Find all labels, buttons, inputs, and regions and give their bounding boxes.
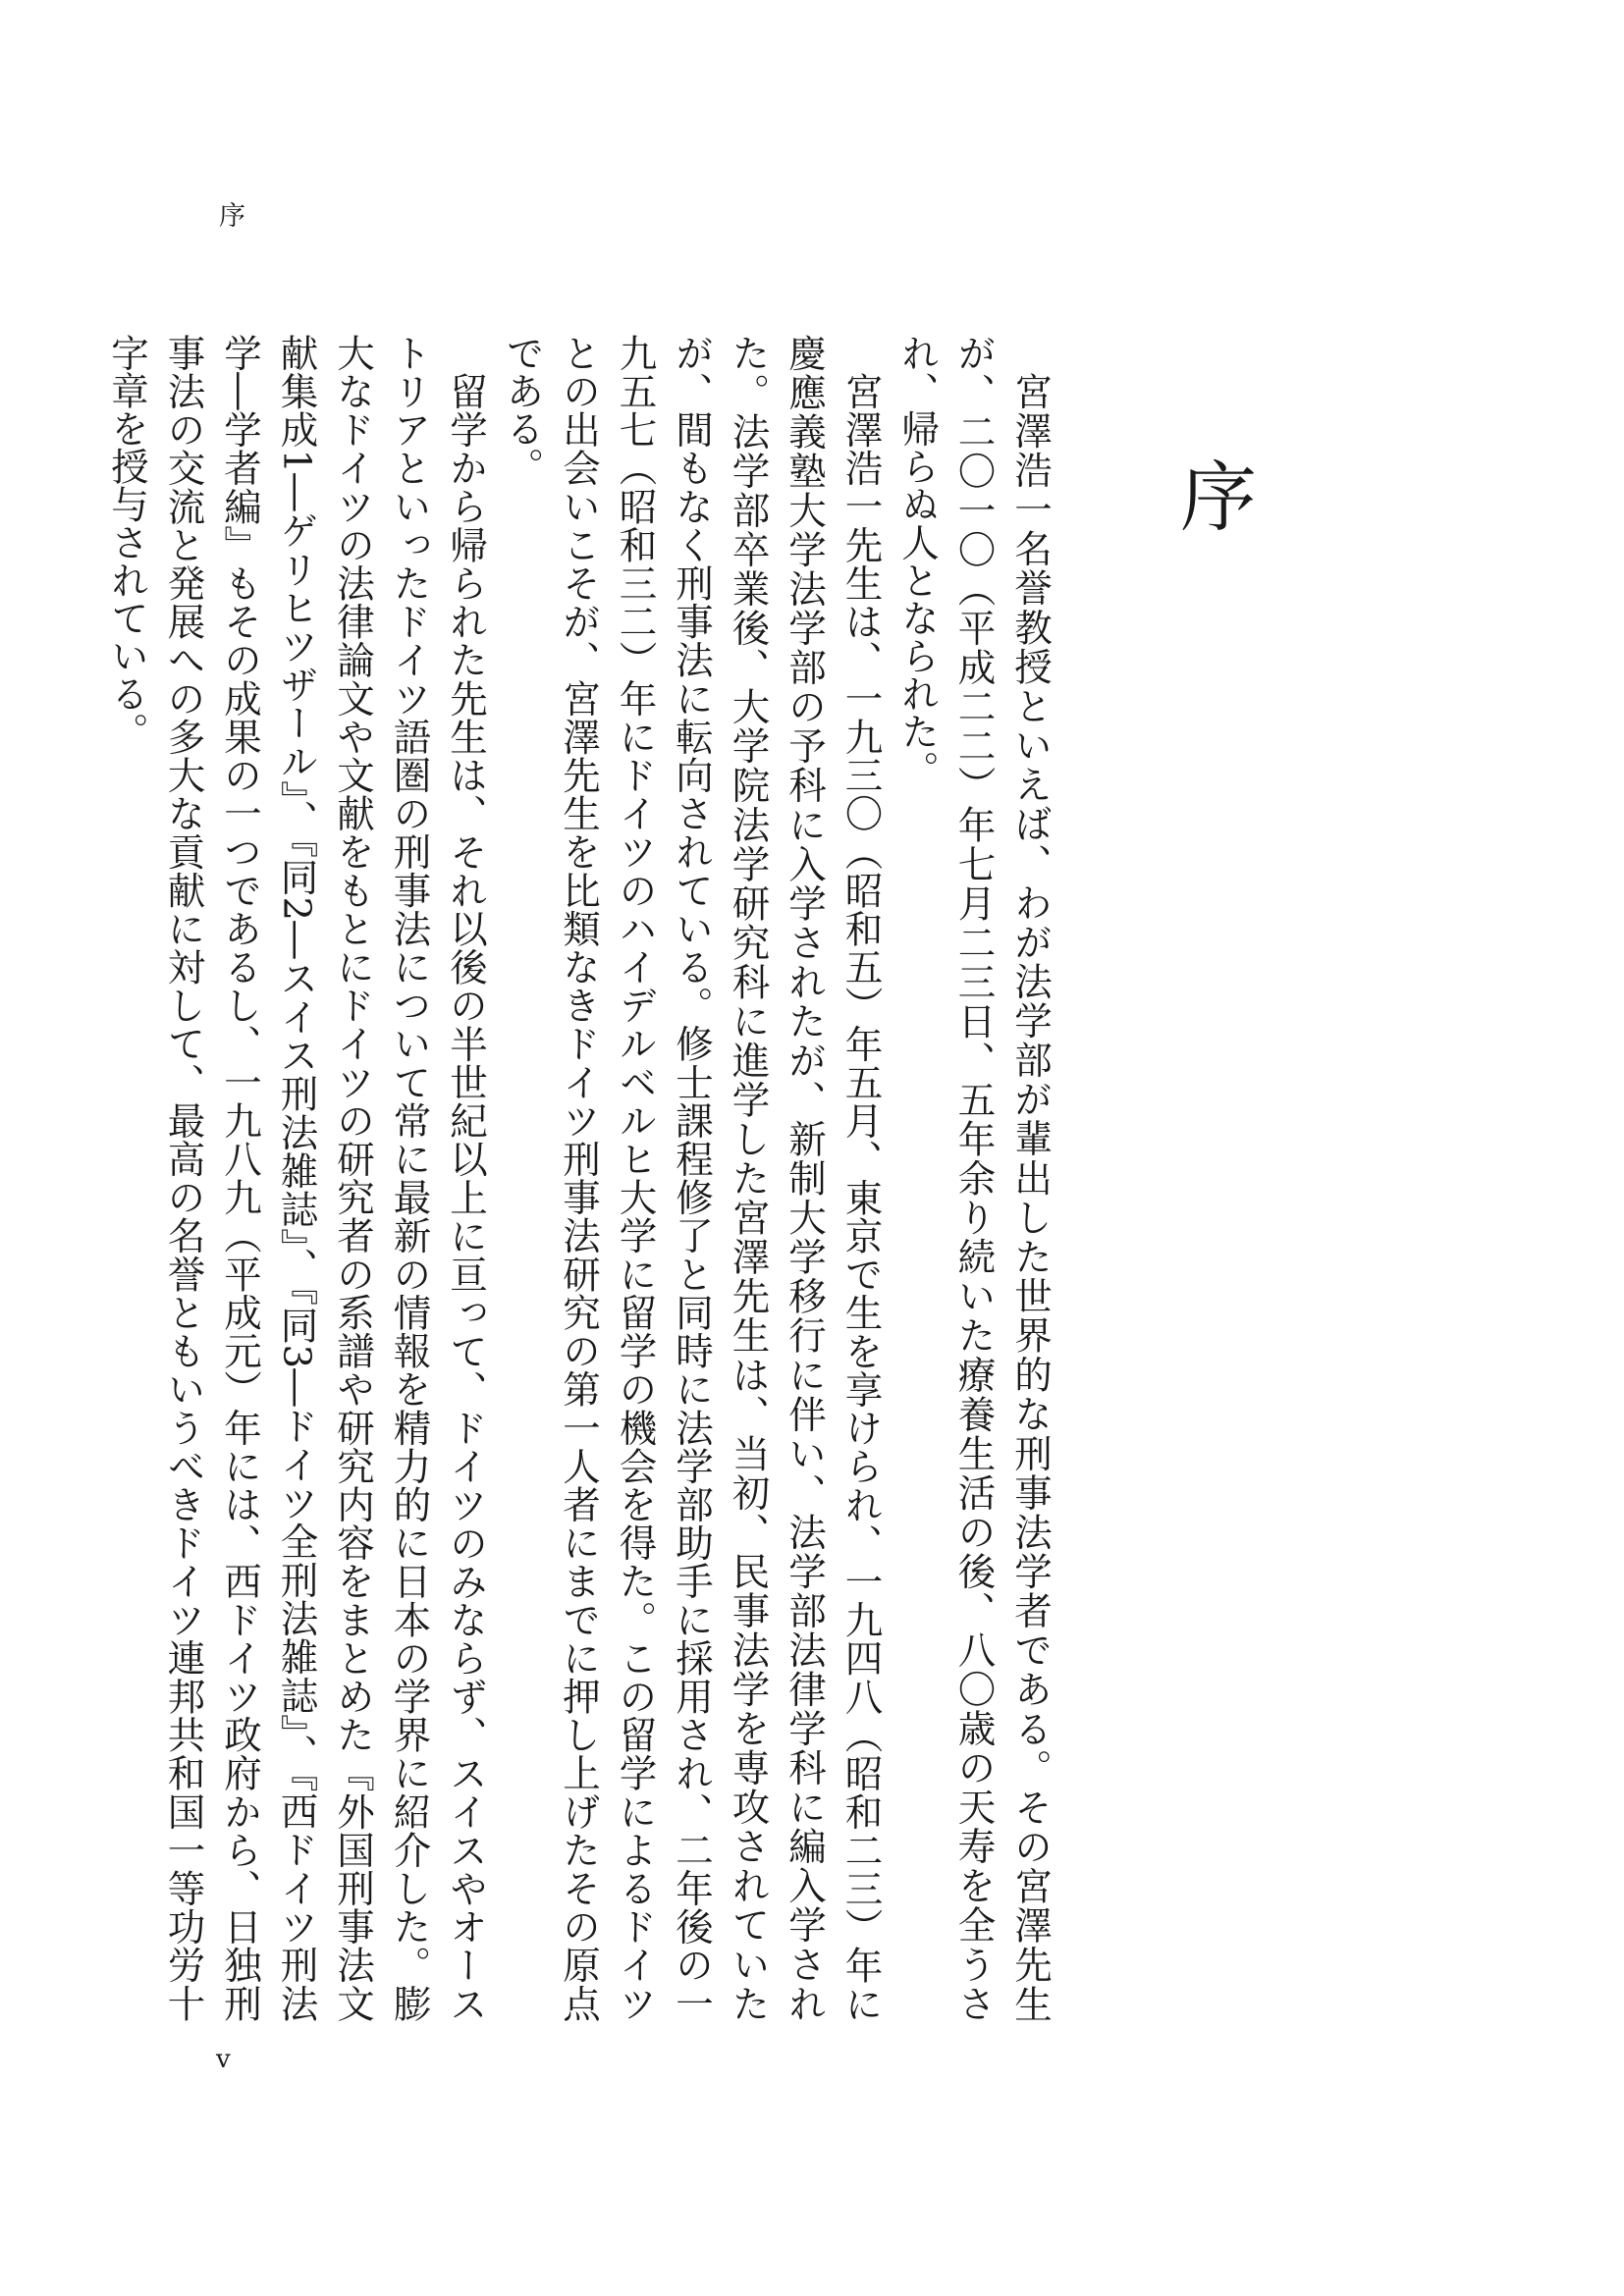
paragraph: 宮澤浩一名誉教授といえば、わが法学部が輩出した世界的な刑事法学者である。その宮澤先生が、二〇一〇（平成二二）年七月二三日、五年余り続いた療養生活の後、八〇歳の天寿を全うされ、帰らぬ人となられた。 [895,334,1053,2022]
paragraph: 留学から帰られた先生は、それ以後の半世紀以上に亘って、ドイツのみならず、スイスやオーストリアといったドイツ語圏の刑事法について常に最新の情報を精力的に日本の学界に紹介した。膨大なドイツの法律論文や文献をもとにドイツの研究者の系譜や研究内容をまとめた『外国刑事法文献集成1―ゲリヒツザール』、『同2―スイス刑法雑誌』、『同3―ドイツ全刑法雑誌』、『西ドイツ刑法学―学者編』もその成果の一つであるし、一九八九（平成元）年には、西ドイツ政府から、日独刑事法の交流と発展への多大な貢献に対して、最高の名誉ともいうべきドイツ連邦共和国一等功労十字章を授与されている。 [105,334,488,2022]
body-text [105,334,1058,2022]
page-number: v [216,2045,231,2074]
running-head: 序 [214,201,244,228]
page-title: 序 [1167,456,1256,533]
paragraph: 宮澤浩一先生は、一九三〇（昭和五）年五月、東京で生を享けられ、一九四八（昭和二三）年に慶應義塾大学法学部の予科に入学されたが、新制大学移行に伴い、法学部法律学科に編入学された。法学部卒業後、大学院法学研究科に進学した宮澤先生は、当初、民事法学を専攻されていたが、間もなく刑事法に転向されている。修士課程修了と同時に法学部助手に採用され、二年後の一九五七（昭和三二）年にドイツのハイデルベルヒ大学に留学の機会を得た。この留学によるドイツとの出会いこそが、宮澤先生を比類なきドイツ刑事法研究の第一人者にまでに押し上げたその原点である。 [500,334,884,2022]
